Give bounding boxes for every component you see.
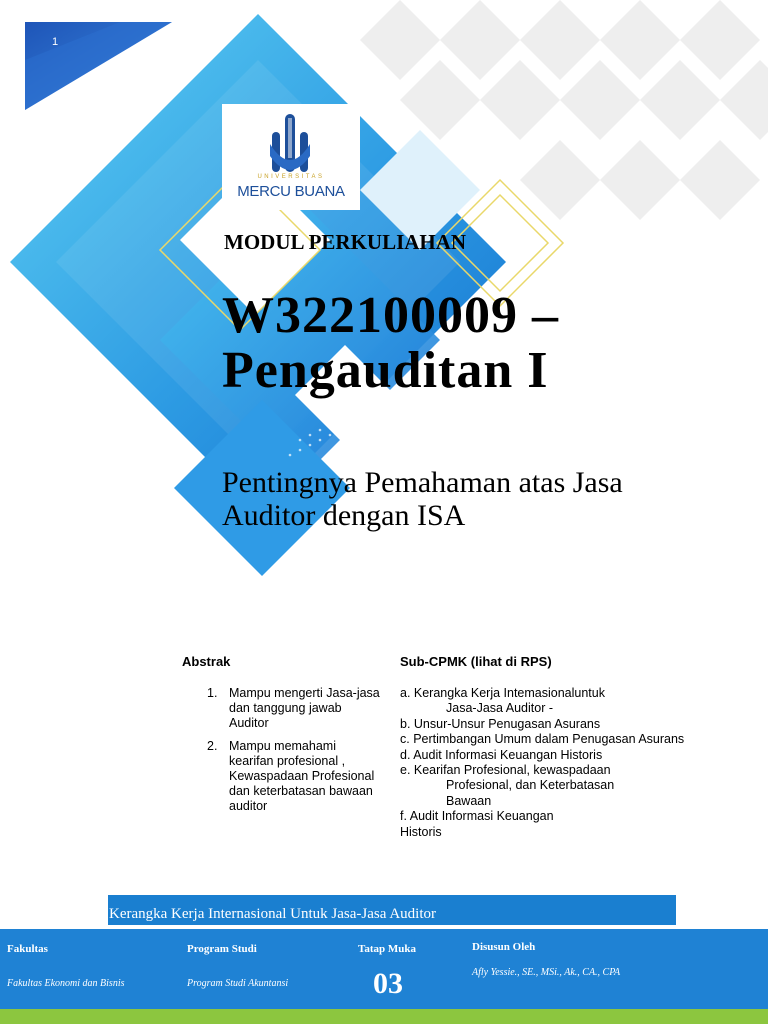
list-item xyxy=(182,686,382,731)
logo-emblem-icon xyxy=(222,104,360,174)
list-item-text: e. Kearifan Profesional, kewaspadaan xyxy=(400,763,611,778)
topic-banner-text: Kerangka Kerja Internasional Untuk Jasa-Jasa Auditor xyxy=(109,906,436,922)
faculty-label: Fakultas xyxy=(7,943,48,955)
course-title-line1: W322100009 – xyxy=(222,287,559,344)
course-title-line2: Pengauditan I xyxy=(222,342,549,399)
list-item-text: Mampu mengerti Jasa-jasa dan tanggung jawab Auditor xyxy=(229,686,380,730)
list-item xyxy=(400,809,590,840)
list-item-text: a. Kerangka Kerja Intemasionaluntuk xyxy=(400,686,605,700)
meeting-number: 03 xyxy=(373,967,403,1000)
footer-bar xyxy=(0,929,768,1009)
program-value: Program Studi Akuntansi xyxy=(187,978,289,989)
list-item xyxy=(400,748,700,763)
list-item xyxy=(182,739,382,814)
module-subtitle xyxy=(222,466,752,532)
program-label: Program Studi xyxy=(187,943,257,955)
logo-main-text: MERCU BUANA xyxy=(237,183,345,200)
list-item xyxy=(400,717,700,732)
list-item-number: 2. xyxy=(207,739,218,753)
logo-small-text: UNIVERSITAS xyxy=(257,174,325,180)
list-item xyxy=(400,763,700,809)
list-item-text: c. Pertimbangan Umum dalam Penugasan Asurans xyxy=(400,732,685,747)
course-title xyxy=(222,288,762,398)
abstract-list xyxy=(182,686,382,822)
module-label: MODUL PERKULIAHAN xyxy=(224,230,467,254)
abstract-heading: Abstrak xyxy=(182,654,231,669)
subtitle-line2: Auditor dengan ISA xyxy=(222,499,466,532)
subtitle-line1: Pentingnya Pemahaman atas Jasa xyxy=(222,466,623,499)
page-number: 1 xyxy=(52,36,59,48)
author-value: Afly Yessie., SE., MSi., Ak., CA., CPA xyxy=(472,967,621,978)
list-item-text: d. Audit Informasi Keuangan Historis xyxy=(400,747,603,762)
meeting-label: Tatap Muka xyxy=(358,943,416,955)
list-item xyxy=(400,686,700,717)
cpmk-list xyxy=(400,686,700,840)
topic-banner xyxy=(108,895,676,925)
list-item-text: b. Unsur-Unsur Penugasan Asurans xyxy=(400,716,601,731)
university-logo xyxy=(222,104,360,210)
footer-accent-stripe xyxy=(0,1009,768,1024)
list-item-number: 1. xyxy=(207,686,218,700)
author-label: Disusun Oleh xyxy=(472,941,536,953)
list-item-continuation: Profesional, dan Keterbatasan Bawaan xyxy=(446,778,615,808)
list-item xyxy=(400,732,700,747)
faculty-value: Fakultas Ekonomi dan Bisnis xyxy=(7,978,125,989)
list-item-continuation: Jasa-Jasa Auditor - xyxy=(446,701,553,716)
list-item-text: f. Audit Informasi Keuangan Historis xyxy=(400,809,554,839)
cpmk-heading: Sub-CPMK (lihat di RPS) xyxy=(400,654,552,669)
list-item-text: Mampu memahami kearifan profesional , Kewaspadaan Profesional dan keterbatasan bawaan auditor xyxy=(229,739,375,813)
